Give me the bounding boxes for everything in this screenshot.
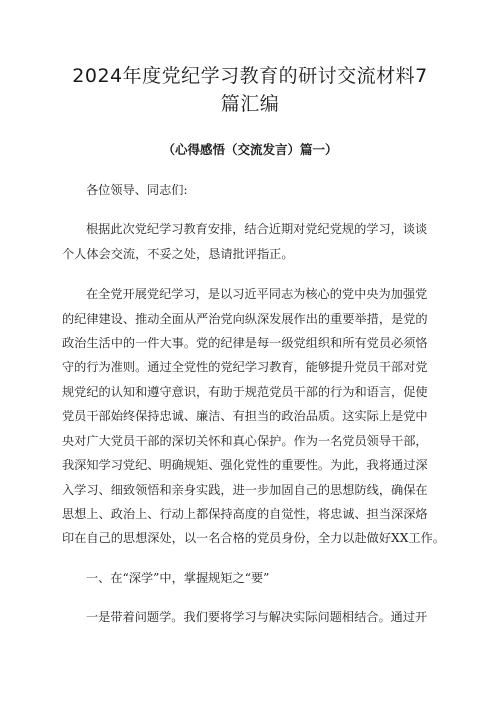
paragraph-1-line-2: 个人体会交流，不妥之处，恳请批评指正。 (62, 247, 294, 261)
document-title-line-1: 2024年度党纪学习教育的研讨交流材料7 (72, 65, 428, 87)
paragraph-2-line-9: 入学习、细致领悟和亲身实践，进一步加固自己的思想防线，确保在 (62, 483, 428, 497)
paragraph-2-line-6: 党员干部始终保持忠诚、廉洁、有担当的政治品质。这实际上是党中 (62, 409, 428, 423)
paragraph-2-line-1: 在全党开展党纪学习，是以习近平同志为核心的党中央为加强党 (86, 287, 428, 301)
subheading-1: 一、在“深学”中，掌握规矩之“要” (86, 571, 270, 585)
paragraph-1-line-1: 根据此次党纪学习教育安排，结合近期对党纪党规的学习，谈谈 (86, 222, 428, 236)
paragraph-2-line-7: 央对广大党员干部的深切关怀和真心保护。作为一名党员领导干部， (62, 434, 428, 448)
paragraph-2-line-11: 印在自己的思想深处，以一名合格的党员身份，全力以赴做好XX工作。 (62, 531, 445, 545)
paragraph-2-line-4: 守的行为准则。通过全党性的党纪学习教育，能够提升党员干部对党 (62, 360, 428, 374)
paragraph-2-line-2: 的纪律建设、推动全面从严治党向纵深发展作出的重要举措，是党的 (62, 312, 428, 326)
paragraph-2-line-10: 思想上、政治上、行动上都保持高度的自觉性，将忠诚、担当深深烙 (62, 507, 428, 521)
paragraph-3-line-1: 一是带着问题学。我们要将学习与解决实际问题相结合。通过开 (86, 610, 428, 624)
paragraph-2-line-8: 我深知学习党纪、明确规矩、强化党性的重要性。为此，我将通过深 (62, 458, 428, 472)
paragraph-2-line-5: 规党纪的认知和遵守意识，有助于规范党员干部的行为和语言，促使 (62, 385, 428, 399)
salutation: 各位领导、同志们: (86, 183, 188, 197)
document-title-line-2: 篇汇编 (220, 93, 280, 115)
section-heading: （心得感悟（交流发言）篇一） (162, 142, 338, 157)
document-title (60, 62, 440, 118)
paragraph-2-line-3: 政治生活中的一件大事。党的纪律是每一级党组织和所有党员必须恪 (62, 336, 428, 350)
